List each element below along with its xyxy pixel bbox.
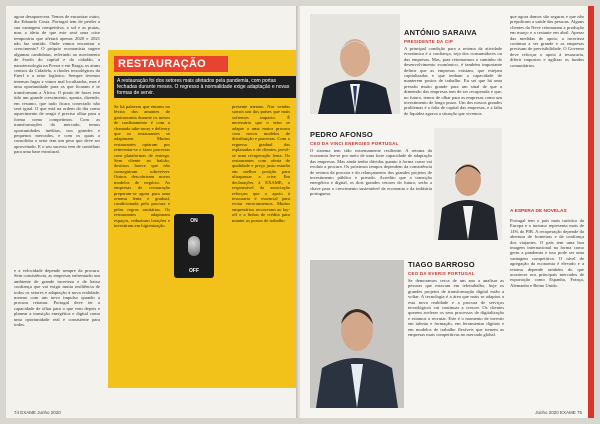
switch-off-label: OFF — [189, 268, 199, 274]
left-folio-text: EXAME Junho 2020 — [20, 410, 61, 415]
interview-2-text: O sistema tem sido extremamente resiliente. A retoma da economia fez-se por meio de uma forte capacidade de adaptação das empresas. Mas ainda tenho dúvidas quanto à forma como vai evoluir a procura. Os próximos tempos dependem da consistência de retoma da procura e do relançamento dos grandes projetos de investimento público e privado. Acredito que a transição energética e digital, os dois grandes vetores do futuro, serão a chave para o crescimento sustentável da economia e da indústria portuguesa. — [310, 148, 432, 197]
right-column-text-continued: Portugal tem o país mais turístico da Europa e o turismo representa mais de 14% do PIB. A recuperação depende da abertura de fronteiras e da confiança dos viajantes. O país tem uma boa imagem internacional na forma como geriu a pandemia e isso pode ser uma vantagem competitiva. O nível de agregação da economia é elevado e a retoma depende também do que acontecer nos principais mercados de exportação como Espanha, França, Alemanha e Reino Unido. — [510, 218, 584, 288]
left-page-number: 74 — [14, 410, 20, 415]
left-folio — [14, 410, 61, 415]
left-page — [6, 6, 298, 418]
right-column-subhead-wrap — [510, 206, 584, 214]
interview-2-role: CEO DA VINCI ENERGIES PORTUGAL — [310, 141, 399, 146]
right-page — [300, 6, 594, 418]
restauracao-lead: A restauração foi dos setores mais afetados pela pandemia, com portas fechadas durante meses. O regresso à normalidade exige adaptação e novas formas de servir. — [114, 76, 296, 98]
interview-3-name: TIAGO BARROSO — [408, 260, 475, 269]
right-folio — [535, 410, 582, 415]
right-column-text: que agora damos são seguras e que não prejudicam a saúde das pessoas. Alguns clientes da Neve retomaram a produção em março e a restante em abril. Apesar das medidas de apoio, a incerteza continua a ser grande e as empresas precisam de previsibilidade. O Governo deve reforçar o apoio à tesouraria, diferir impostos e agilizar os fundos comunitários. — [510, 14, 584, 68]
restauracao-title: RESTAURAÇÃO — [114, 56, 228, 72]
restauracao-column-a: Se há palavras que entram no léxico dos amantes de gastronomia durante os meses de confinamento é com a chamada take-away e delivery que os restaurantes se adaptaram. Muitos restaurantes optaram por reinventar-se e fazer parcerias com plataformas de entrega. Sem cliente ao balcão, destinos houve que não conseguiram sobreviver. Outros descobriram novos modelos de negócio. As empresas de restauração preparam-se agora para uma retoma lenta e gradual, condicionada pela procura e pelas regras sanitárias. Os restaurantes adaptaram espaços, reduziram lotações e investiram em higienização. — [114, 104, 170, 228]
switch-on-label: ON — [190, 218, 198, 224]
switch-lever-icon — [188, 236, 200, 256]
right-column-subhead: A ESPERA DE NOVELAS — [510, 209, 567, 214]
interview-3-role: CEO DA EVERIS PORTUGAL — [408, 271, 475, 276]
interview-1-name: ANTÓNIO SARAIVA — [404, 28, 477, 37]
left-column-text: agora desaparecera. Temos de encontrar outro, diz Eduardo Costa. Portugal tem de perder a sua vantagem competitiva, o sol e as praias, mas a ideia de que este será uma crise temporária que afetará apenas 2020 e 2021 não faz sentido. Onde vamos encontrar o crescimento? O próprio economista sugere algumas candidatas, referindo ao movimento de êxodo do capital e do cidadão, a nanotecnologia na Povoa e em Braga, os atuns centros da Cidadela, a rhodes tecnológicos da Enerl e a setor logístico. Sempre tivemos imensas fugas e vimos mal localizadas, mas é uma oportunidade para os que ficaram e se transformam a África. O ponto de fuxes tem tido um grande crescimento, aponta, dizendo, em resumo, que tudo ficara conectado não será igual. O que está na ordem do dia como aquecimento de reagir é preciso olhar para a forma como competimos. Com as transformações do mercado, temos oportunidades inéditas, nos grandes e pequenos mercados, e com os quais a consolidar o setor tem um peso que deve ser aproveitado. E o seu sucesso tem de contribuir para uma base estrutural. — [14, 14, 100, 155]
right-page-red-edge — [588, 6, 594, 418]
interview-2-name: PEDRO AFONSO — [310, 130, 373, 139]
interview-3-text: Se demoramos cerca de um ano a analisar as pessoas que estavam em teletrabalho, hoje os grandes projetos de transformação digital estão a voltar. A tecnologia é a área que mais se adaptou a esta nova realidade e a procura de serviços tecnológicos vai continuar a crescer. Os clientes querem acelerar os seus processos de digitalização e estamos a recrutar. Este é o momento de investir em talento e formação, em ferramentas digitais e em modelos de trabalho flexíveis que tornem as empresas mais competitivas no mercado global. — [408, 278, 504, 338]
interview-1-role: PRESIDENTE DA CIP — [404, 39, 454, 44]
interview-1-text: A principal condição para a retoma da atividade económica é a confiança, seja dos consumidores ou das empresas. Mas, para retomarmos o caminho do desenvolvimento económico, é também importante definir que as empresas existam, que estejam capitalizadas e que tenham a capacidade de manterem postos de trabalho. Eu sei que há uma pressão muito grande para um sinal de que a dimensão das empresas tem de ser recuperada e que, no futuro, temos de olhar para as empresas como um investimento de longo prazo. Um dos nossos grandes problemas é a falta de capital das empresas, e a falta de liquidez agrava a situação que vivemos. — [404, 46, 502, 116]
antonio-saraiva-photo — [310, 14, 400, 114]
right-page-number: 75 — [576, 410, 582, 415]
left-column-text-continued: e a velocidade depende sempre da procura. Sem consistência, as empresas enfrentarão um ambiente de grande incerteza e de baixa confiança que vai exigir muita resiliência de todos os setores e adaptação à nova realidade, mesmo com um novo impulso quando a procura retomar. Portugal deve ter a capacidade de olhar para o que vem depois e planear a transição energética e digital como uma oportunidade real e consistente para todos. — [14, 268, 100, 328]
tiago-barroso-photo — [310, 260, 404, 408]
right-folio-text: Junho 2020 EXAME — [535, 410, 576, 415]
pedro-afonso-photo — [434, 128, 502, 240]
restauracao-column-b: presente mesmo. Nas vendas somos um dos países que mais sofremos impacto. É necessário que o setor se adapte a uma maior procura com novos modelos de distribuição e parcerias. Com o regresso gradual das esplanadas e de clientes, prevê-se uma recuperação lenta. Os restaurantes com oferta de qualidade e preço justo estarão em melhor posição para ultrapassar a crise. Em declarações à EXAME, o responsável da associação reforçou que o apoio à tesouraria é essencial para evitar encerramentos. Muitos empresários recorreram ao lay-off e a linhas de crédito para manter os postos de trabalho. — [232, 104, 290, 223]
light-switch-icon — [174, 214, 214, 278]
